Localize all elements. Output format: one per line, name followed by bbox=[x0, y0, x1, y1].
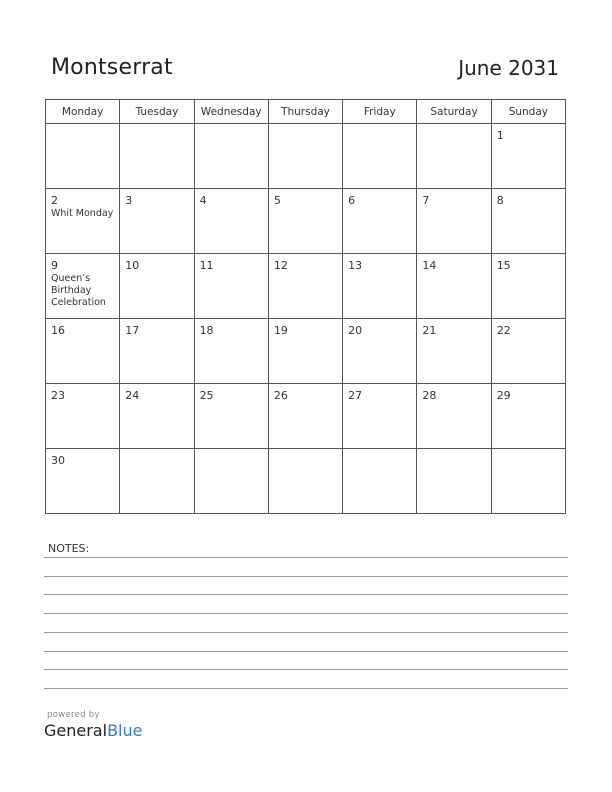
day-cell bbox=[343, 254, 417, 319]
day-number: 20 bbox=[348, 324, 363, 337]
day-cell bbox=[268, 384, 342, 449]
day-cell bbox=[46, 319, 120, 384]
brand-general-text: General bbox=[44, 721, 108, 740]
weekday-header-row bbox=[46, 100, 566, 124]
day-number: 10 bbox=[125, 259, 140, 272]
generalblue-logo[interactable] bbox=[44, 721, 142, 740]
day-cell bbox=[343, 319, 417, 384]
brand-blue-text: Blue bbox=[107, 721, 143, 740]
day-cell bbox=[491, 189, 565, 254]
day-number: 17 bbox=[125, 324, 140, 337]
holiday-label: Queen’s Birthday Celebration bbox=[51, 273, 106, 308]
day-cell bbox=[417, 449, 491, 514]
day-number: 3 bbox=[125, 194, 133, 207]
notes-label: NOTES: bbox=[48, 542, 90, 555]
day-number: 13 bbox=[348, 259, 363, 272]
weekday-header: Saturday bbox=[417, 100, 491, 124]
day-cell bbox=[417, 319, 491, 384]
day-cell bbox=[343, 384, 417, 449]
weekday-header: Monday bbox=[46, 100, 120, 124]
day-cell bbox=[491, 254, 565, 319]
day-number: 30 bbox=[51, 454, 65, 467]
day-number: 1 bbox=[496, 129, 504, 142]
day-cell bbox=[194, 319, 268, 384]
day-cell bbox=[417, 254, 491, 319]
powered-by-text: powered by bbox=[47, 710, 100, 720]
day-number: 8 bbox=[496, 194, 504, 207]
note-line bbox=[44, 688, 568, 689]
day-number: 6 bbox=[348, 194, 356, 207]
weekday-header: Wednesday bbox=[194, 100, 268, 124]
day-cell bbox=[120, 189, 194, 254]
day-number: 21 bbox=[422, 324, 437, 337]
note-line bbox=[44, 557, 568, 558]
day-number: 12 bbox=[273, 259, 288, 272]
day-number: 29 bbox=[496, 389, 511, 402]
calendar-grid bbox=[45, 99, 566, 514]
day-cell bbox=[194, 384, 268, 449]
day-number: 7 bbox=[422, 194, 430, 207]
day-cell bbox=[46, 449, 120, 514]
week-row bbox=[46, 319, 566, 384]
note-line bbox=[44, 651, 568, 652]
day-cell bbox=[268, 124, 342, 189]
day-cell bbox=[491, 449, 565, 514]
day-number: 26 bbox=[273, 389, 288, 402]
day-cell bbox=[120, 124, 194, 189]
day-cell bbox=[343, 189, 417, 254]
holiday-label: Whit Monday bbox=[51, 208, 114, 219]
day-cell bbox=[46, 384, 120, 449]
day-number: 18 bbox=[199, 324, 214, 337]
day-cell bbox=[268, 254, 342, 319]
day-number: 25 bbox=[199, 389, 214, 402]
day-cell bbox=[120, 319, 194, 384]
day-cell bbox=[417, 189, 491, 254]
day-cell bbox=[268, 319, 342, 384]
day-number: 15 bbox=[496, 259, 511, 272]
week-row bbox=[46, 189, 566, 254]
day-cell bbox=[194, 124, 268, 189]
day-cell bbox=[268, 449, 342, 514]
day-cell bbox=[343, 449, 417, 514]
day-number: 9 bbox=[51, 259, 58, 272]
day-cell bbox=[120, 384, 194, 449]
day-cell bbox=[194, 254, 268, 319]
week-row bbox=[46, 449, 566, 514]
day-cell bbox=[417, 384, 491, 449]
day-cell bbox=[46, 124, 120, 189]
day-number: 23 bbox=[51, 389, 65, 402]
day-cell bbox=[491, 384, 565, 449]
calendar-country-title: Montserrat bbox=[51, 55, 173, 80]
day-number: 11 bbox=[199, 259, 214, 272]
day-number: 27 bbox=[348, 389, 363, 402]
day-number: 4 bbox=[199, 194, 207, 207]
week-row bbox=[46, 254, 566, 319]
day-number: 2 bbox=[51, 194, 58, 207]
week-row bbox=[46, 124, 566, 189]
calendar-month-year: June 2031 bbox=[458, 56, 559, 80]
day-number: 19 bbox=[273, 324, 288, 337]
day-cell bbox=[46, 254, 120, 319]
day-cell bbox=[343, 124, 417, 189]
weekday-header: Thursday bbox=[268, 100, 342, 124]
week-row bbox=[46, 384, 566, 449]
day-cell bbox=[120, 254, 194, 319]
weekday-header: Tuesday bbox=[120, 100, 194, 124]
note-line bbox=[44, 632, 568, 633]
weekday-header: Friday bbox=[343, 100, 417, 124]
day-cell bbox=[491, 319, 565, 384]
day-cell bbox=[120, 449, 194, 514]
note-line bbox=[44, 576, 568, 577]
weekday-header: Sunday bbox=[491, 100, 565, 124]
day-cell bbox=[194, 449, 268, 514]
day-number: 28 bbox=[422, 389, 437, 402]
day-cell bbox=[194, 189, 268, 254]
day-cell bbox=[491, 124, 565, 189]
note-line bbox=[44, 613, 568, 614]
day-number: 24 bbox=[125, 389, 140, 402]
day-cell bbox=[46, 189, 120, 254]
day-number: 14 bbox=[422, 259, 437, 272]
day-cell bbox=[417, 124, 491, 189]
note-line bbox=[44, 594, 568, 595]
day-cell bbox=[268, 189, 342, 254]
day-number: 5 bbox=[273, 194, 281, 207]
day-number: 22 bbox=[496, 324, 511, 337]
day-number: 16 bbox=[51, 324, 65, 337]
note-line bbox=[44, 669, 568, 670]
